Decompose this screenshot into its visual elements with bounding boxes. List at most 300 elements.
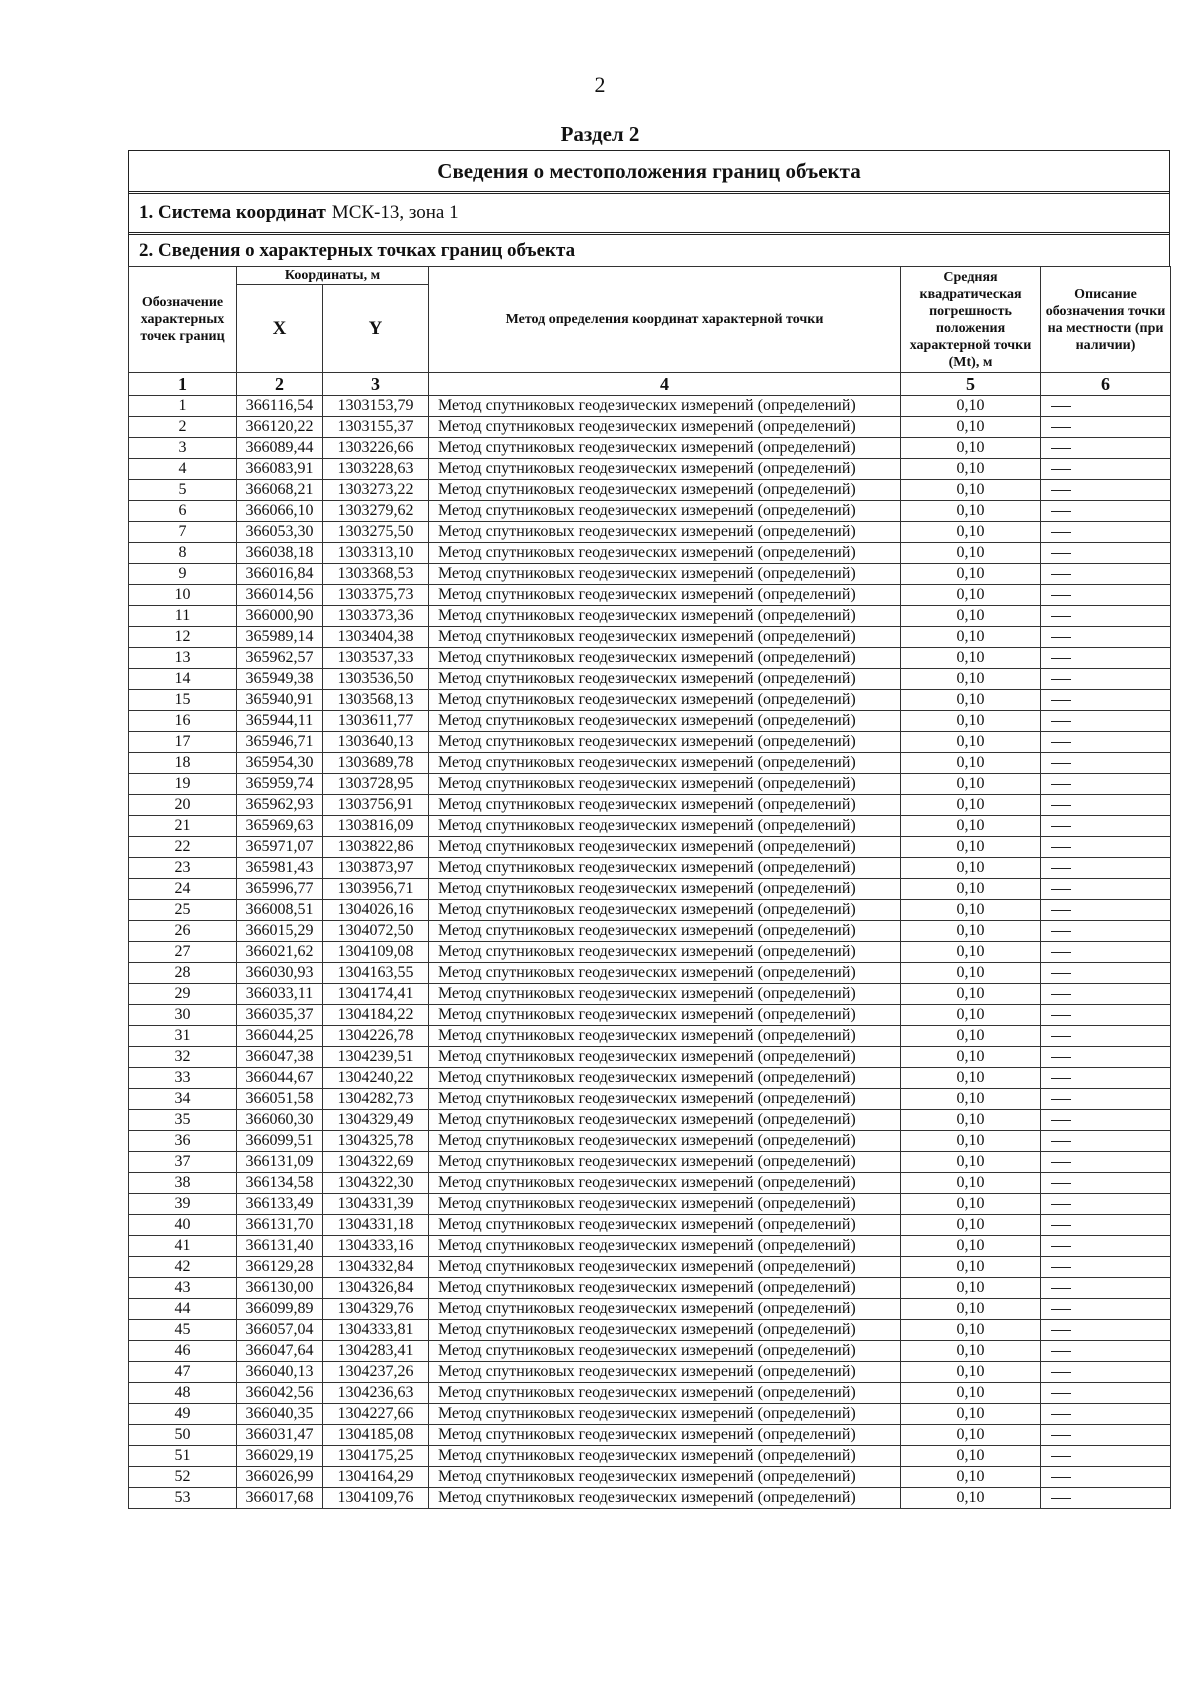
error-cell: 0,10 [901, 459, 1041, 480]
description-cell [1041, 837, 1171, 858]
method-cell: Метод спутниковых геодезических измерений (определений) [429, 1488, 901, 1509]
description-cell [1041, 1152, 1171, 1173]
coord-y: 1303756,91 [323, 795, 429, 816]
point-number: 46 [129, 1341, 237, 1362]
point-number: 17 [129, 732, 237, 753]
error-cell: 0,10 [901, 1068, 1041, 1089]
dash-mark [1051, 742, 1071, 743]
dash-mark [1051, 469, 1071, 470]
coord-x: 366130,00 [237, 1278, 323, 1299]
table-row [129, 627, 1171, 648]
error-cell: 0,10 [901, 816, 1041, 837]
coord-x: 365969,63 [237, 816, 323, 837]
point-number: 13 [129, 648, 237, 669]
method-cell: Метод спутниковых геодезических измерений (определений) [429, 795, 901, 816]
point-number: 40 [129, 1215, 237, 1236]
description-cell [1041, 522, 1171, 543]
point-number: 8 [129, 543, 237, 564]
dash-mark [1051, 1393, 1071, 1394]
table-row [129, 417, 1171, 438]
dash-mark [1051, 1414, 1071, 1415]
description-cell [1041, 1446, 1171, 1467]
method-cell: Метод спутниковых геодезических измерений (определений) [429, 1299, 901, 1320]
coord-x: 366131,40 [237, 1236, 323, 1257]
table-row [129, 1341, 1171, 1362]
description-cell [1041, 396, 1171, 417]
dash-mark [1051, 784, 1071, 785]
method-cell: Метод спутниковых геодезических измерений (определений) [429, 669, 901, 690]
description-cell [1041, 732, 1171, 753]
method-cell: Метод спутниковых геодезических измерений (определений) [429, 984, 901, 1005]
table-row [129, 1236, 1171, 1257]
table-row [129, 1068, 1171, 1089]
point-number: 53 [129, 1488, 237, 1509]
point-number: 42 [129, 1257, 237, 1278]
dash-mark [1051, 721, 1071, 722]
coord-y: 1303956,71 [323, 879, 429, 900]
error-cell: 0,10 [901, 480, 1041, 501]
point-number: 26 [129, 921, 237, 942]
method-cell: Метод спутниковых геодезических измерений (определений) [429, 1362, 901, 1383]
point-number: 19 [129, 774, 237, 795]
dash-mark [1051, 826, 1071, 827]
point-number: 16 [129, 711, 237, 732]
dash-mark [1051, 889, 1071, 890]
error-cell: 0,10 [901, 1488, 1041, 1509]
table-row [129, 1299, 1171, 1320]
table-row [129, 942, 1171, 963]
coord-y: 1304322,69 [323, 1152, 429, 1173]
point-number: 52 [129, 1467, 237, 1488]
dash-mark [1051, 931, 1071, 932]
coord-x: 366040,35 [237, 1404, 323, 1425]
coord-x: 365940,91 [237, 690, 323, 711]
table-row [129, 1362, 1171, 1383]
point-number: 41 [129, 1236, 237, 1257]
coord-y: 1304333,81 [323, 1320, 429, 1341]
error-cell: 0,10 [901, 900, 1041, 921]
error-cell: 0,10 [901, 417, 1041, 438]
method-cell: Метод спутниковых геодезических измерений (определений) [429, 480, 901, 501]
coord-x: 366044,67 [237, 1068, 323, 1089]
dash-mark [1051, 448, 1071, 449]
description-cell [1041, 606, 1171, 627]
description-cell [1041, 1341, 1171, 1362]
dash-mark [1051, 1057, 1071, 1058]
error-cell: 0,10 [901, 1362, 1041, 1383]
method-cell: Метод спутниковых геодезических измерений (определений) [429, 753, 901, 774]
dash-mark [1051, 1309, 1071, 1310]
dash-mark [1051, 1456, 1071, 1457]
coord-x: 366029,19 [237, 1446, 323, 1467]
table-row [129, 1383, 1171, 1404]
table-row [129, 1110, 1171, 1131]
dash-mark [1051, 1204, 1071, 1205]
point-number: 1 [129, 396, 237, 417]
point-number: 27 [129, 942, 237, 963]
coord-x: 366033,11 [237, 984, 323, 1005]
dash-mark [1051, 1015, 1071, 1016]
coord-y: 1304239,51 [323, 1047, 429, 1068]
error-cell: 0,10 [901, 1404, 1041, 1425]
method-cell: Метод спутниковых геодезических измерений (определений) [429, 837, 901, 858]
coord-y: 1303228,63 [323, 459, 429, 480]
table-row [129, 858, 1171, 879]
description-cell [1041, 795, 1171, 816]
point-number: 44 [129, 1299, 237, 1320]
point-number: 34 [129, 1089, 237, 1110]
method-cell: Метод спутниковых геодезических измерений (определений) [429, 522, 901, 543]
error-cell: 0,10 [901, 753, 1041, 774]
description-cell [1041, 1362, 1171, 1383]
description-cell [1041, 669, 1171, 690]
coord-x: 366038,18 [237, 543, 323, 564]
coord-y: 1304325,78 [323, 1131, 429, 1152]
coord-y: 1303689,78 [323, 753, 429, 774]
error-cell: 0,10 [901, 522, 1041, 543]
method-cell: Метод спутниковых геодезических измерений (определений) [429, 585, 901, 606]
dash-mark [1051, 1141, 1071, 1142]
table-row [129, 795, 1171, 816]
dash-mark [1051, 616, 1071, 617]
column-number: 1 [129, 373, 237, 396]
point-number: 18 [129, 753, 237, 774]
description-cell [1041, 1089, 1171, 1110]
error-cell: 0,10 [901, 984, 1041, 1005]
coord-x: 366129,28 [237, 1257, 323, 1278]
error-cell: 0,10 [901, 1131, 1041, 1152]
error-cell: 0,10 [901, 1005, 1041, 1026]
point-number: 7 [129, 522, 237, 543]
dash-mark [1051, 679, 1071, 680]
coord-y: 1303275,50 [323, 522, 429, 543]
description-cell [1041, 1383, 1171, 1404]
description-cell [1041, 1404, 1171, 1425]
point-number: 25 [129, 900, 237, 921]
table-row [129, 606, 1171, 627]
point-number: 29 [129, 984, 237, 1005]
error-cell: 0,10 [901, 1320, 1041, 1341]
table-row [129, 669, 1171, 690]
method-cell: Метод спутниковых геодезических измерений (определений) [429, 1068, 901, 1089]
coord-y: 1304332,84 [323, 1257, 429, 1278]
error-cell: 0,10 [901, 648, 1041, 669]
method-cell: Метод спутниковых геодезических измерений (определений) [429, 1152, 901, 1173]
error-cell: 0,10 [901, 879, 1041, 900]
table-row [129, 480, 1171, 501]
description-cell [1041, 816, 1171, 837]
column-number: 5 [901, 373, 1041, 396]
coord-y: 1304026,16 [323, 900, 429, 921]
description-cell [1041, 585, 1171, 606]
table-row [129, 648, 1171, 669]
coord-x: 366047,64 [237, 1341, 323, 1362]
description-cell [1041, 543, 1171, 564]
coord-x: 366026,99 [237, 1467, 323, 1488]
description-cell [1041, 1131, 1171, 1152]
table-row [129, 690, 1171, 711]
error-cell: 0,10 [901, 963, 1041, 984]
coord-x: 366021,62 [237, 942, 323, 963]
description-cell [1041, 627, 1171, 648]
dash-mark [1051, 952, 1071, 953]
table-row [129, 1194, 1171, 1215]
dash-mark [1051, 511, 1071, 512]
description-cell [1041, 501, 1171, 522]
coord-system-line [129, 194, 1169, 235]
coord-y: 1304072,50 [323, 921, 429, 942]
description-cell [1041, 1320, 1171, 1341]
table-row [129, 816, 1171, 837]
header-point-designation: Обозначение характерных точек границ [129, 267, 237, 373]
table-row [129, 711, 1171, 732]
document-body [128, 150, 1170, 1509]
dash-mark [1051, 847, 1071, 848]
coord-y: 1304184,22 [323, 1005, 429, 1026]
coord-x: 366016,84 [237, 564, 323, 585]
description-cell [1041, 1278, 1171, 1299]
method-cell: Метод спутниковых геодезических измерений (определений) [429, 921, 901, 942]
coord-y: 1304109,76 [323, 1488, 429, 1509]
description-cell [1041, 1026, 1171, 1047]
point-number: 39 [129, 1194, 237, 1215]
coord-y: 1303536,50 [323, 669, 429, 690]
dash-mark [1051, 427, 1071, 428]
coord-x: 366057,04 [237, 1320, 323, 1341]
point-number: 43 [129, 1278, 237, 1299]
table-row [129, 585, 1171, 606]
dash-mark [1051, 553, 1071, 554]
coord-y: 1304333,16 [323, 1236, 429, 1257]
coord-x: 365962,93 [237, 795, 323, 816]
error-cell: 0,10 [901, 1467, 1041, 1488]
method-cell: Метод спутниковых геодезических измерений (определений) [429, 1047, 901, 1068]
coord-x: 366014,56 [237, 585, 323, 606]
table-row [129, 459, 1171, 480]
point-number: 15 [129, 690, 237, 711]
point-number: 32 [129, 1047, 237, 1068]
description-cell [1041, 438, 1171, 459]
coord-y: 1303368,53 [323, 564, 429, 585]
method-cell: Метод спутниковых геодезических измерений (определений) [429, 501, 901, 522]
dash-mark [1051, 1498, 1071, 1499]
description-cell [1041, 1257, 1171, 1278]
header-description: Описание обозначения точки на местности (при наличии) [1041, 267, 1171, 373]
column-number: 3 [323, 373, 429, 396]
coord-x: 366031,47 [237, 1425, 323, 1446]
error-cell: 0,10 [901, 1278, 1041, 1299]
coord-y: 1303375,73 [323, 585, 429, 606]
error-cell: 0,10 [901, 1299, 1041, 1320]
dash-mark [1051, 994, 1071, 995]
coord-x: 365959,74 [237, 774, 323, 795]
description-cell [1041, 900, 1171, 921]
error-cell: 0,10 [901, 690, 1041, 711]
table-row [129, 879, 1171, 900]
point-number: 21 [129, 816, 237, 837]
coord-y: 1303611,77 [323, 711, 429, 732]
error-cell: 0,10 [901, 1089, 1041, 1110]
method-cell: Метод спутниковых геодезических измерений (определений) [429, 690, 901, 711]
description-cell [1041, 1299, 1171, 1320]
error-cell: 0,10 [901, 711, 1041, 732]
coord-y: 1304282,73 [323, 1089, 429, 1110]
method-cell: Метод спутниковых геодезических измерений (определений) [429, 1236, 901, 1257]
dash-mark [1051, 1351, 1071, 1352]
coord-x: 366044,25 [237, 1026, 323, 1047]
table-body [129, 396, 1171, 1509]
method-cell: Метод спутниковых геодезических измерений (определений) [429, 1089, 901, 1110]
coord-x: 366047,38 [237, 1047, 323, 1068]
method-cell: Метод спутниковых геодезических измерений (определений) [429, 711, 901, 732]
column-number: 6 [1041, 373, 1171, 396]
table-row [129, 1257, 1171, 1278]
description-cell [1041, 1215, 1171, 1236]
error-cell: 0,10 [901, 564, 1041, 585]
error-cell: 0,10 [901, 501, 1041, 522]
coord-y: 1304326,84 [323, 1278, 429, 1299]
point-number: 5 [129, 480, 237, 501]
coord-x: 366134,58 [237, 1173, 323, 1194]
description-cell [1041, 564, 1171, 585]
dash-mark [1051, 973, 1071, 974]
error-cell: 0,10 [901, 732, 1041, 753]
coord-y: 1304240,22 [323, 1068, 429, 1089]
dash-mark [1051, 1330, 1071, 1331]
coord-y: 1304164,29 [323, 1467, 429, 1488]
coord-x: 366131,09 [237, 1152, 323, 1173]
coord-y: 1303568,13 [323, 690, 429, 711]
point-number: 12 [129, 627, 237, 648]
error-cell: 0,10 [901, 858, 1041, 879]
description-cell [1041, 963, 1171, 984]
method-cell: Метод спутниковых геодезических измерений (определений) [429, 774, 901, 795]
table-row [129, 921, 1171, 942]
coord-y: 1303728,95 [323, 774, 429, 795]
point-number: 47 [129, 1362, 237, 1383]
table-row [129, 1152, 1171, 1173]
coord-x: 365989,14 [237, 627, 323, 648]
error-cell: 0,10 [901, 1383, 1041, 1404]
table-row [129, 984, 1171, 1005]
coord-x: 366040,13 [237, 1362, 323, 1383]
coord-y: 1304109,08 [323, 942, 429, 963]
description-cell [1041, 690, 1171, 711]
table-row [129, 1425, 1171, 1446]
description-cell [1041, 1194, 1171, 1215]
description-cell [1041, 942, 1171, 963]
coord-x: 365962,57 [237, 648, 323, 669]
header-method: Метод определения координат характерной точки [429, 267, 901, 373]
coord-y: 1303822,86 [323, 837, 429, 858]
coord-system-label: 1. Система координат [139, 202, 326, 223]
table-row [129, 1005, 1171, 1026]
method-cell: Метод спутниковых геодезических измерений (определений) [429, 1383, 901, 1404]
dash-mark [1051, 574, 1071, 575]
dash-mark [1051, 1267, 1071, 1268]
error-cell: 0,10 [901, 1173, 1041, 1194]
coord-x: 366030,93 [237, 963, 323, 984]
method-cell: Метод спутниковых геодезических измерений (определений) [429, 417, 901, 438]
points-table [128, 266, 1171, 1509]
header-coordinates: Координаты, м [237, 267, 429, 285]
coord-x: 366083,91 [237, 459, 323, 480]
coord-y: 1303373,36 [323, 606, 429, 627]
error-cell: 0,10 [901, 627, 1041, 648]
description-cell [1041, 417, 1171, 438]
coord-x: 366089,44 [237, 438, 323, 459]
coord-y: 1304163,55 [323, 963, 429, 984]
point-number: 48 [129, 1383, 237, 1404]
dash-mark [1051, 1078, 1071, 1079]
dash-mark [1051, 406, 1071, 407]
table-row [129, 1278, 1171, 1299]
method-cell: Метод спутниковых геодезических измерений (определений) [429, 1320, 901, 1341]
error-cell: 0,10 [901, 1446, 1041, 1467]
coord-x: 365971,07 [237, 837, 323, 858]
method-cell: Метод спутниковых геодезических измерений (определений) [429, 606, 901, 627]
point-number: 23 [129, 858, 237, 879]
method-cell: Метод спутниковых геодезических измерений (определений) [429, 1026, 901, 1047]
description-cell [1041, 984, 1171, 1005]
error-cell: 0,10 [901, 1026, 1041, 1047]
table-row [129, 1089, 1171, 1110]
coord-y: 1304236,63 [323, 1383, 429, 1404]
error-cell: 0,10 [901, 1194, 1041, 1215]
point-number: 37 [129, 1152, 237, 1173]
point-number: 22 [129, 837, 237, 858]
point-number: 33 [129, 1068, 237, 1089]
error-cell: 0,10 [901, 396, 1041, 417]
description-cell [1041, 1110, 1171, 1131]
point-number: 50 [129, 1425, 237, 1446]
table-row [129, 837, 1171, 858]
point-number: 3 [129, 438, 237, 459]
point-number: 24 [129, 879, 237, 900]
method-cell: Метод спутниковых геодезических измерений (определений) [429, 732, 901, 753]
description-cell [1041, 774, 1171, 795]
table-row [129, 963, 1171, 984]
dash-mark [1051, 805, 1071, 806]
point-number: 31 [129, 1026, 237, 1047]
header-y: Y [323, 285, 429, 373]
coord-y: 1303153,79 [323, 396, 429, 417]
dash-mark [1051, 1246, 1071, 1247]
coord-y: 1304227,66 [323, 1404, 429, 1425]
coord-x: 366000,90 [237, 606, 323, 627]
error-cell: 0,10 [901, 942, 1041, 963]
coord-y: 1303313,10 [323, 543, 429, 564]
dash-mark [1051, 700, 1071, 701]
error-cell: 0,10 [901, 795, 1041, 816]
error-cell: 0,10 [901, 438, 1041, 459]
table-row [129, 1173, 1171, 1194]
column-number-row [129, 373, 1171, 396]
header-error: Средняя квадратическая погрешность положения характерной точки (Мt), м [901, 267, 1041, 373]
coord-y: 1304185,08 [323, 1425, 429, 1446]
coord-x: 366051,58 [237, 1089, 323, 1110]
table-row [129, 1320, 1171, 1341]
dash-mark [1051, 1225, 1071, 1226]
coord-y: 1303279,62 [323, 501, 429, 522]
description-cell [1041, 459, 1171, 480]
point-number: 45 [129, 1320, 237, 1341]
error-cell: 0,10 [901, 1215, 1041, 1236]
table-row [129, 1446, 1171, 1467]
box-title: Сведения о местоположения границ объекта [129, 151, 1169, 194]
point-number: 28 [129, 963, 237, 984]
point-number: 2 [129, 417, 237, 438]
